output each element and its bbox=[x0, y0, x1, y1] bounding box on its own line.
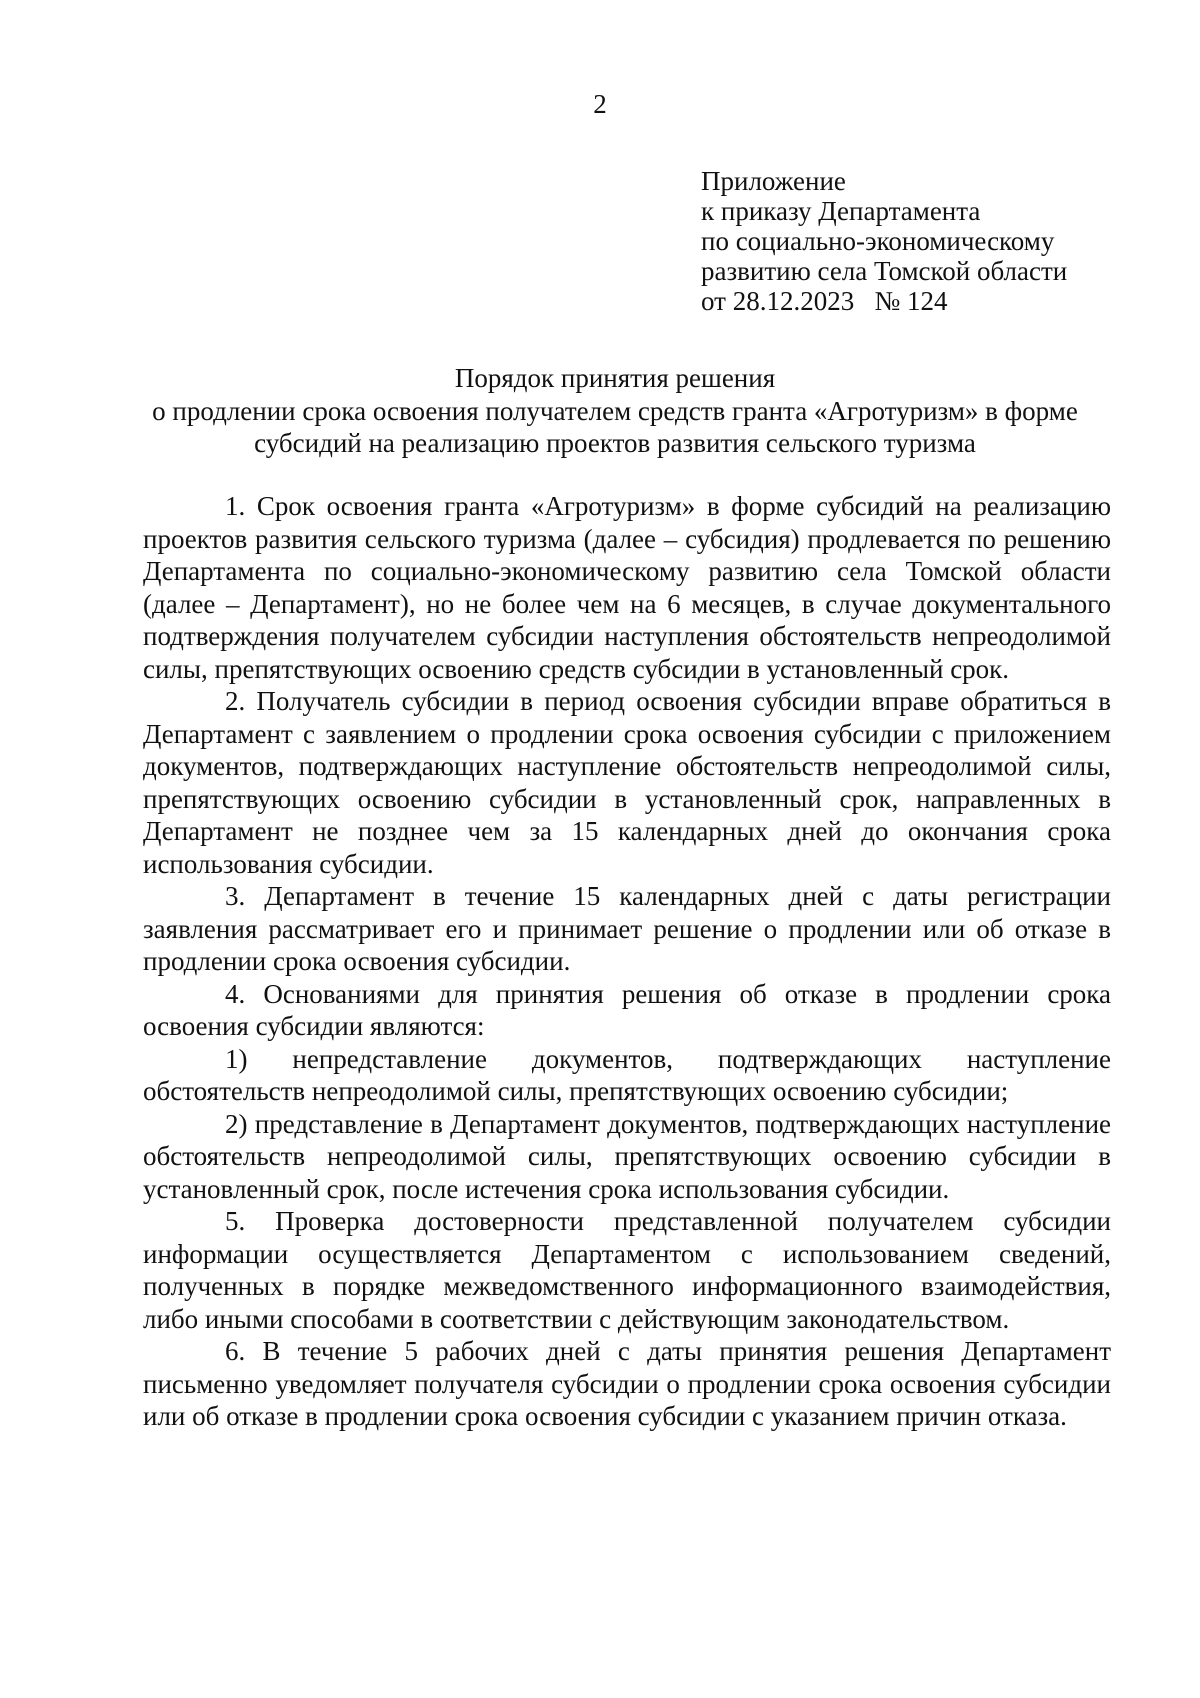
paragraph-1: 1. Срок освоения гранта «Агротуризм» в форме субсидий на реализацию проектов развития сельского туризма (далее – субсидия) продлевается по решению Департамента по социально-экономическому развитию села Томской области (далее – Департамент), но не более чем на 6 месяцев, в случае документального подтверждения получателем субсидии наступления обстоятельств непреодолимой силы, препятствующих освоению средств субсидии в установленный срок. bbox=[143, 491, 1111, 684]
title-line: Порядок принятия решения bbox=[454, 363, 776, 393]
paragraph-2: 2. Получатель субсидии в период освоения субсидии вправе обратиться в Департамент с заявлением о продлении срока освоения субсидии с приложением документов, подтверждающих наступление обстоятельств непреодолимой силы, препятствующих освоению субсидии в установленный срок, направленных в Департамент не позднее чем за 15 календарных дней до окончания срока использования субсидии. bbox=[143, 686, 1111, 879]
paragraph-3: 3. Департамент в течение 15 календарных дней с даты регистрации заявления рассматривает его и принимает решение о продлении или об отказе в продлении срока освоения субсидии. bbox=[143, 881, 1111, 976]
appendix-line: развитию села Томской области bbox=[701, 256, 1068, 286]
document-title bbox=[120, 362, 1110, 460]
document-body bbox=[143, 490, 1111, 1433]
paragraph-5: 5. Проверка достоверности представленной получателем субсидии информации осуществляется Департаментом с использованием сведений, полученных в порядке межведомственного информационного взаимодействия, либо иными способами в соответствии с действующим законодательством. bbox=[143, 1206, 1111, 1334]
paragraph-4-item-1: 1) непредставление документов, подтверждающих наступление обстоятельств непреодолимой силы, препятствующих освоению субсидии; bbox=[143, 1043, 1111, 1106]
appendix-line: Приложение bbox=[701, 166, 846, 196]
appendix-line: к приказу Департамента bbox=[701, 196, 981, 226]
paragraph-4: 4. Основаниями для принятия решения об отказе в продлении срока освоения субсидии являются: bbox=[143, 978, 1111, 1041]
page-number: 2 bbox=[593, 89, 607, 119]
appendix-line: от 28.12.2023 № 124 bbox=[701, 286, 948, 316]
title-line: о продлении срока освоения получателем средств гранта «Агротуризм» в форме bbox=[152, 395, 1078, 426]
title-line: субсидий на реализацию проектов развития сельского туризма bbox=[254, 428, 976, 458]
appendix-header bbox=[701, 166, 1067, 316]
appendix-line: по социально-экономическому bbox=[701, 226, 1055, 256]
paragraph-4-item-2: 2) представление в Департамент документов, подтверждающих наступление обстоятельств непреодолимой силы, препятствующих освоению субсидии в установленный срок, после истечения срока использования субсидии. bbox=[143, 1108, 1111, 1204]
paragraph-6: 6. В течение 5 рабочих дней с даты принятия решения Департамент письменно уведомляет получателя субсидии о продлении срока освоения субсидии или об отказе в продлении срока освоения субсидии с указанием причин отказа. bbox=[143, 1336, 1111, 1431]
